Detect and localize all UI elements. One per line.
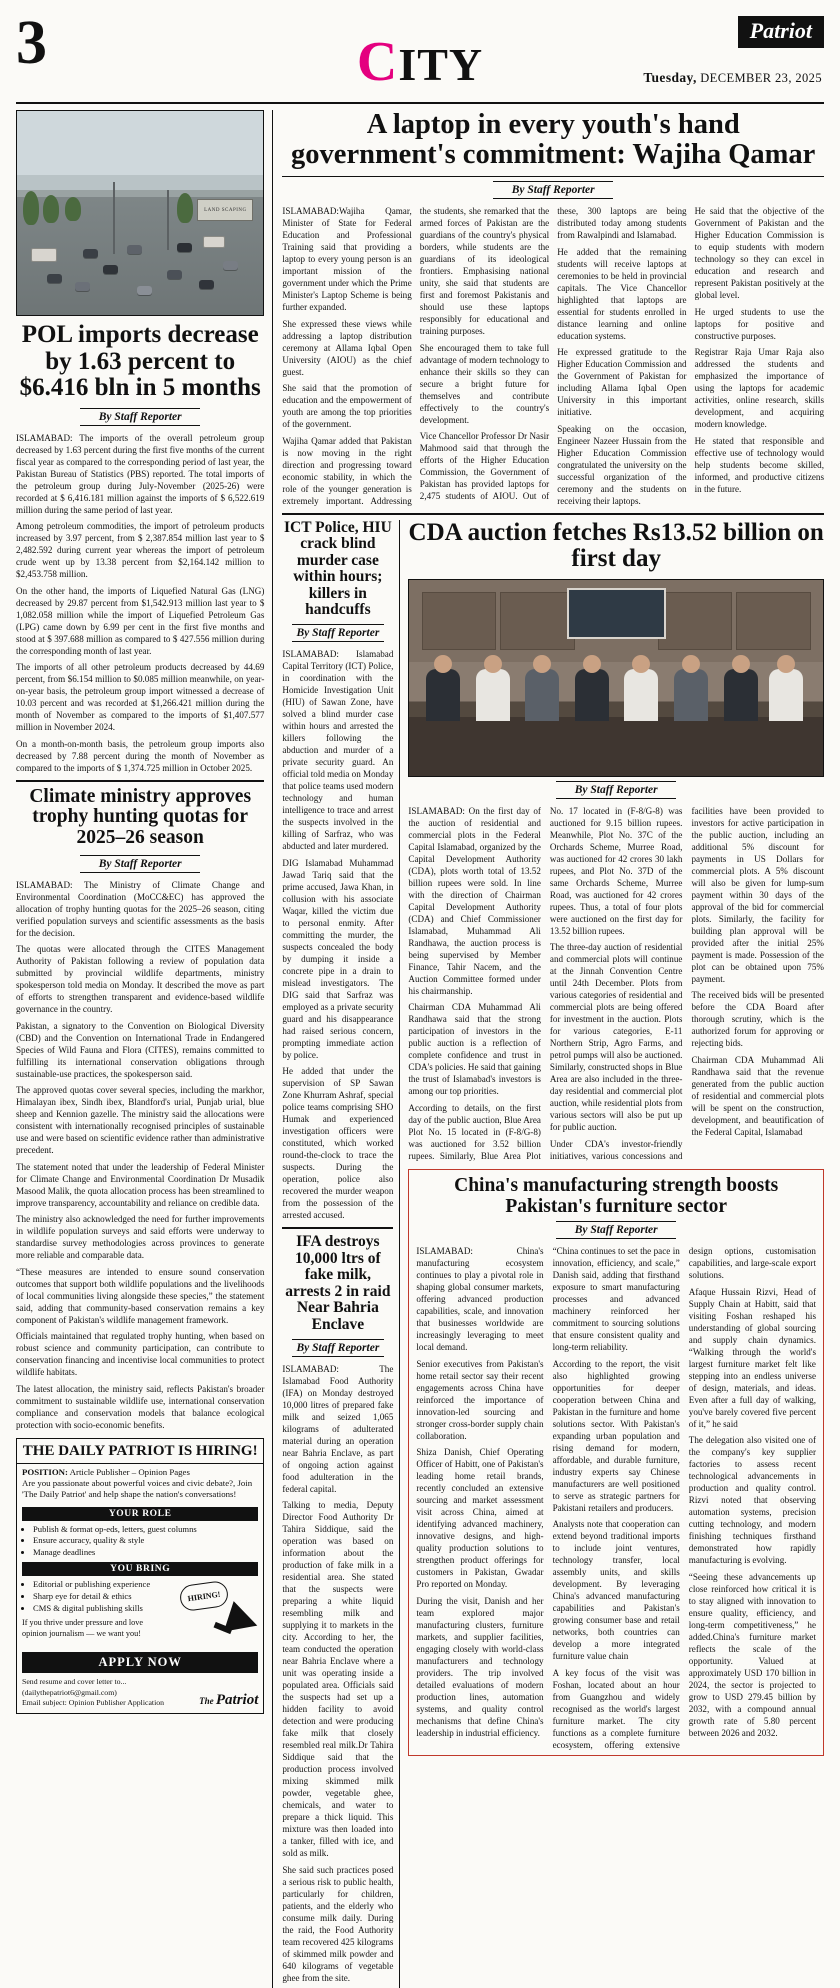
dateline-date: DECEMBER 23, 2025 [700, 71, 822, 85]
right-column [273, 110, 824, 1988]
masthead [16, 9, 824, 100]
lead-para-10: He urged students to use the laptops for positive and constructive purposes. [694, 306, 824, 341]
dateline [643, 70, 822, 86]
brand-logo: Patriot [738, 16, 824, 48]
lead-rule [282, 176, 824, 177]
hiring-role-list [33, 1524, 258, 1559]
climate-para-0: ISLAMABAD: The Ministry of Climate Change and Environmental Coordination (MoCC&EC) has approved the allocation of trophy hunting quotas for the 2025–26 season, citing verified population surveys and scientific assessments as the basis for the decision. [16, 879, 265, 938]
climate-headline: Climate ministry approves trophy hunting quotas for 2025–26 season [29, 785, 252, 849]
lead-body [282, 205, 824, 507]
left-column [16, 110, 273, 1988]
list-item: • CMS & digital publishing skills [33, 1603, 166, 1615]
ifa-para-0: ISLAMABAD: The Islamabad Food Authority (IFA) on Monday destroyed 10,000 litres of prepared fake milk and seized 1,065 kilograms of adulterated material during an operation near Bahria Enclave, as part of ongoing action against food adulteration in the federal capital. [282, 1363, 394, 1494]
second-band [282, 520, 824, 1988]
cda-headline: CDA auction fetches Rs13.52 billion on first day [408, 518, 824, 573]
china-para-0: ISLAMABAD: China's manufacturing ecosystem continues to play a pivotal role in shaping global consumer markets, offering advanced production capabilities, scale, and innovation that businesses worldwide are increasingly leveraging to meet local demand. [416, 1246, 544, 1353]
china-headline: China's manufacturing strength boosts Pakistan's furniture sector [454, 1174, 779, 1217]
traffic-photo-art [17, 111, 263, 299]
china-para-7: A key focus of the visit was Foshan, located about an hour from Guangzhou and widely recognised as the world's largest furniture market. The city functions as a complete furniture ecosystem, offering extensive design options, customisation capabilities, and large-scale export solutions. [552, 1246, 816, 1750]
page-columns [16, 110, 824, 1988]
ict-para-2: He added that under the supervision of SP Sawan Zone Khurram Ashraf, special police teams comprising SHO Humak and experienced investigation officers were constituted, which worked round-the-clock to trace the suspects. During the operation, police also recovered the murder weapon from the possession of the arrested accused. [282, 1066, 394, 1221]
hiring-contact-subject: Email subject: Opinion Publisher Application [22, 1698, 165, 1708]
china-para-8: Afaque Hussain Rizvi, Head of Supply Chain at Habitt, said that visiting Foshan reshaped his understanding of global sourcing and supply chain dynamics. “Walking through the world's largest furniture market felt like stepping into an endless universe of design, materials, and ideas. Even after a full day of walking, you've barely covered five percent of it,” he said [688, 1286, 816, 1429]
hiring-contact-line-1: Send resume and cover letter to... [22, 1677, 127, 1687]
cda-para-5: The received bids will be presented before the CDA Board after thorough scrutiny, which is the authorized forum for approving or rejecting bids. [691, 990, 824, 1049]
cda-body [408, 805, 824, 1162]
pol-byline: By Staff Reporter [80, 408, 200, 426]
section-title-rest: ITY [398, 39, 484, 90]
list-item: • Publish & format op-eds, letters, guest columns [33, 1524, 258, 1536]
climate-para-7: Officials maintained that regulated trophy hunting, when based on robust science and community participation, can contribute to conservation financing and incentivise local communities to protect wildlife habitats. [16, 1331, 265, 1378]
ifa-headline: IFA destroys 10,000 ltrs of fake milk, arrests 2 in raid Near Bahria Enclave [285, 1233, 391, 1333]
climate-byline: By Staff Reporter [80, 855, 200, 873]
cda-auction-photo [408, 579, 824, 777]
climate-para-2: Pakistan, a signatory to the Convention on Biological Diversity (CBD) and the Convention on International Trade in Endangered Species of Wild Fauna and Flora (CITES), remains committed to fulfilling its international conservation obligations through sustainable-use practices, the spokesperson said. [16, 1020, 265, 1079]
hiring-advertisement [16, 1438, 264, 1714]
hiring-contact [22, 1677, 164, 1709]
patriot-logo: The Patriot [199, 1691, 259, 1708]
page-number: 3 [16, 9, 46, 77]
lead-para-3: Wajiha Qamar added that Pakistan is now moving in the right direction and progressing toward economic stability, in which the role of the younger generation is extremely important. Addressing the students, she remarked that the armed forces of Pakistan are the guardians of the country's physical borders, while students are the guardians of its ideological frontiers. Emphasising national unity, she said that students are first and foremost Pakistanis and should use these laptops responsibly for educational and training purposes. [282, 206, 550, 506]
china-para-9: The delegation also visited one of the company's key supplier factories to assess recent technological advancements in production and quality control. Rizvi noted that observing automation systems, precision cutting technology, and modern finishing techniques firsthand demonstrated how rapidly manufacturing is evolving. [688, 1435, 816, 1566]
roadside-sign: LAND SCAPING [197, 199, 253, 221]
ict-byline: By Staff Reporter [292, 624, 384, 642]
lead-para-2: She said that the promotion of education and the empowerment of youth are among the top priorities of the government. [282, 383, 412, 430]
right-divider-1 [282, 513, 824, 515]
ict-para-0: ISLAMABAD: Islamabad Capital Territory (ICT) Police, in coordination with the Homicide Investigation Unit (HIU) of Sawan Zone, have solved a blind murder case within hours and arrested the killers following the abduction and murder of a private security guard. An official told media on Monday that police teams used modern technology and human intelligence to trace and arrest the suspects involved in the killing of Sarfraz, who was abducted and later murdered. [282, 649, 394, 852]
lead-para-7: He expressed gratitude to the Higher Education Commission and the Government of Pakistan for including Allama Iqbal Open University in this important initiative. [557, 347, 687, 418]
list-item: • Manage deadlines [33, 1547, 258, 1559]
mini-column [282, 520, 400, 1988]
pol-headline: POL imports decrease by 1.63 percent to $6.416 bln in 5 months [19, 321, 261, 402]
cda-para-2: According to details, on the first day of the public auction, Blue Area Plot No. 15 located in (F-8/G-8) was auctioned for 3.52 billion rupees. Similarly, Blue Area Plot No. 17 located in (F-8/G-8) was auctioned for 9.15 billion rupees. Meanwhile, Plot No. 37C of the Orchards Scheme, Murree Road, was auctioned for 42 crores 30 lakh rupees, and Plot No. 37D of the same Orchards Scheme, Murree Road, was auctioned for 42 crores rupees. Thus, a total of four plots were auctioned on the first day for 13.52 billion rupees. [408, 805, 683, 1161]
china-para-1: Senior executives from Pakistan's home retail sector say their recent engagements across China have reinforced the importance of innovation-led sourcing and stronger cross-border supply chain collaboration. [416, 1358, 544, 1441]
list-item: • Editorial or publishing experience [33, 1579, 166, 1591]
lead-byline: By Staff Reporter [493, 181, 613, 199]
hiring-title: THE DAILY PATRIOT IS HIRING! [17, 1439, 263, 1464]
pol-para-3: The imports of all other petroleum products decreased by 44.69 percent, from $6.154 million to $0.085 million meanwhile, on year-on-year basis, the petroleum group import witnessed a decrease of 10.03 percent and was recorded at $1,266.421 million during the month of November as compared to the imports of $1,407.577 million in November 2024. [16, 662, 265, 733]
pol-para-1: Among petroleum commodities, the import of petroleum products increased by 3.97 percent, from $ 2,387.854 million last year to $ 2,482.592 during current year whereas the import of petroleum crude went up by 13.38 percent from $2,164.142 million to $2,453.758 million. [16, 521, 265, 580]
list-item: • Sharp eye for detail & ethics [33, 1591, 166, 1603]
china-byline: By Staff Reporter [556, 1221, 676, 1239]
lead-para-4: She encouraged them to take full advantage of modern technology to enhance their skills so they can secure a bright future for themselves and contribute effectively to the country's development. [419, 342, 550, 425]
section-title-initial: C [356, 31, 399, 93]
ict-headline: ICT Police, HIU crack blind murder case within hours; killers in handcuffs [283, 518, 392, 619]
lead-para-6: He added that the remaining students will receive laptops at ceremonies to be held in provincial capitals. The Vice Chancellor highlighted that laptops are essential for students enrolled in distance learning and online education systems. [557, 246, 687, 341]
cda-para-3: The three-day auction of residential and commercial plots will continue at the Jinnah Convention Centre until 24th December. Plots from various categories of residential and commercial plots are being offered for investment in the auction. Plots for various categories, E-11 Northern Strip, Agro Farms, and petrol pumps will also be auctioned. Similarly, constructed shops in Blue Area are also included in the three-day residential and commercial plot auction, while residential plots from various sectors will also be put up for public auction. [549, 942, 683, 1133]
pol-para-0: ISLAMABAD: The imports of the overall petroleum group decreased by 1.63 percent during the first five months of the current fiscal year as compared to the corresponding period of last year, the Pakistan Bureau of Statistics (PBS) reported. The total imports of the petroleum group during July-November (2025-26) were recorded at $ 6,416.181 million against the imports of $ 6,522.619 million during the same period of last year. [16, 432, 265, 515]
lead-para-8: Speaking on the occasion, Engineer Nazeer Hussain from the Higher Education Commission congratulated the university on the successful organization of the ceremony and the students on receiving their laptops. [557, 423, 687, 506]
climate-para-8: The latest allocation, the ministry said, reflects Pakistan's broader commitment to sustainable wildlife use, international conservation compliance and conservation models that balance ecological protection with socio-economic benefits. [16, 1383, 265, 1430]
lead-para-5: Vice Chancellor Professor Dr Nasir Mahmood said that through the efforts of the Higher Education Commission, the Government of Pakistan has provided laptops for 2,475 students of AIOU. Out of these, 300 laptops are being distributed today among students from Rawalpindi and Islamabad. [419, 206, 687, 502]
climate-para-6: “These measures are intended to ensure sound conservation outcomes that support both wildlife populations and the livelihoods of local communities living alongside these species,” the statement said, adding that community-based conservation remains a key component of Pakistan's wildlife management framework. [16, 1266, 265, 1325]
lead-para-12: He stated that responsible and effective use of technology would help students become skilled, informed, and productive citizens in the future. [694, 435, 824, 494]
masthead-rule [16, 102, 824, 104]
list-item: • Ensure accuracy, quality & style [33, 1535, 258, 1547]
lead-para-1: She expressed these views while addressing a laptop distribution ceremony at Allama Iqbal Open University (AIOU) as the chief guest. [282, 318, 412, 377]
cda-byline: By Staff Reporter [556, 781, 676, 799]
cda-para-4: Under CDA's investor-friendly initiatives, various concessions and facilities have been provided to investors for active participation in the public auction, including an additional 5% discount for payments in US Dollars for commercial plots. A 5% discount will also be given for lump-sum payment within 30 days of the approval of the bid for commercial plots. Similarly, the facility for building plan approval will be provided after the initial 25% payment is made. Possession of the plot can be obtained upon 75% payment. [549, 805, 824, 1161]
hiring-position: POSITION: Article Publisher – Opinion Pages [22, 1466, 190, 1477]
cda-para-0: ISLAMABAD: On the first day of the auction of residential and commercial plots in the Federal Capital Islamabad, organized by the Capital Development Authority (CDA), plots worth total of 13.52 billion rupees were sold. In line with the direction of Chairman Capital Development Authority (CDA) and Chief Commissioner Islamabad, Muhammad Ali Randhawa, the auction process is being supervised by Member Finance, Tahir Nacem, and the Auction Committee formed under his chairmanship. [408, 805, 541, 996]
lead-para-9: He said that the objective of the Government of Pakistan and the Higher Education Commission is to equip students with modern technology so they can excel in education and research and represent Pakistan positively at the global level. [694, 206, 824, 301]
china-furniture-box [408, 1169, 824, 1756]
apply-now-button[interactable]: APPLY NOW [22, 1652, 258, 1673]
china-para-5: According to the report, the visit also highlighted growing opportunities for deeper cooperation between China and Pakistan in the furniture and home solutions sector. With Pakistan's expanding urban population and rising demand for modern, affordable, and durable furniture, industry experts say Chinese manufacturers are well positioned to serve as strategic partners for Pakistani retailers and producers. [552, 1358, 680, 1513]
hiring-role-bar: YOUR ROLE [22, 1507, 258, 1521]
megaphone-label: HIRING! [179, 1580, 230, 1612]
hiring-note: If you thrive under pressure and love opinion journalism — we want you! [22, 1618, 143, 1638]
ifa-para-1: Talking to media, Deputy Director Food Authority Dr Tahira Siddique, said the operation was based on information about the production of fake milk in a residential area. She stated that the suspects were preparing a white liquid resembling milk and supplying it to markets in the city. According to her, the team conducted the operation near Bahria Enclave where a unit was operating inside a populated area. Officials said the suspects had set up a hidden facility to avoid detection and were producing fake milk that closely resembled real milk.Dr Tahira Siddique said that the production process involved mixing skimmed milk powder, vegetable ghee, chemicals, and water to prepare a thick liquid. This mixture was then loaded into a tanker, filled with ice, and sold as milk. [282, 1500, 394, 1859]
china-para-3: During the visit, Danish and her team explored major manufacturing clusters, furniture markets, and supplier facilities, engaging closely with world-class manufacturers and technology providers. The trip involved detailed evaluations of modern production lines, automation systems, and quality control mechanisms that define China's leadership in industrial efficiency. [416, 1595, 544, 1738]
cda-para-6: Chairman CDA Muhammad Ali Randhawa said that the revenue generated from the public auction of residential and commercial plots will be spent on the construction, development, and beautification of the Federal Capital, Islamabad [691, 1054, 824, 1137]
traffic-photo [16, 110, 264, 316]
china-para-2: Shiza Danish, Chief Operating Officer of Habitt, one of Pakistan's leading home retail brands, recently concluded an extensive sourcing and market assessment visit across China, aimed at identifying advanced machinery, innovative designs, and high-quality production solutions to strengthen product offerings for customers in Pakistan, Gwadar Pro reported on Monday. [416, 1447, 544, 1590]
pol-para-2: On the other hand, the imports of Liquefied Natural Gas (LNG) decreased by 29.87 percent from $1,542.913 million last year to $ 1,082.058 million while the import of Liquefied Petroleum Gas (LPG) came down by 6.99 per cent in the first five months and stood at $ 397.688 million as compared to $ 427.556 million during the corresponding month of last year. [16, 585, 265, 656]
china-body [416, 1245, 816, 1751]
hiring-bring-bar: YOU BRING [22, 1562, 258, 1576]
hiring-contact-email[interactable]: (dailythepatriot6@gmail.com) [22, 1687, 117, 1697]
hiring-bring-list [33, 1579, 166, 1614]
climate-para-1: The quotas were allocated through the CITES Management Authority of Pakistan following a review of population data submitted by provincial wildlife departments, ministry spokesperson told media on Monday. It described the move as part of efforts to strengthen transparent and evidence-based wildlife governance in the country. [16, 944, 265, 1015]
china-para-4: “China continues to set the pace in innovation, efficiency, and scale,” Danish said, adding that firsthand exposure to smart manufacturing processes and advanced machinery reinforced her commitment to sourcing solutions that ensure consistent quality and long-term reliability. [552, 1246, 680, 1353]
cda-para-1: Chairman CDA Muhammad Ali Randhawa said that the strong participation of investors in the public auction is a reflection of complete confidence and trust in CDA's policies. He said that gaining the trust of Islamabad's investors is among our top priorities. [408, 1002, 541, 1097]
climate-para-5: The ministry also acknowledged the need for further improvements in wildlife population surveys and said efforts were underway to standardise survey methodologies across provinces to generate more reliable and comparable data. [16, 1214, 265, 1261]
dateline-day: Tuesday, [643, 70, 697, 85]
climate-para-3: The approved quotas cover several species, including the markhor, Himalayan ibex, Sindh ibex, Blandford's urial, Punjab urial, blue sheep and Kennion gazelle. The ministry said the allocations were consistent with internationally recognised principles of sustainable use and were based on scientific evidence rather than administrative precedent. [16, 1085, 265, 1156]
lead-para-11: Registrar Raja Umar Raja also addressed the students and emphasized the importance of using the laptops for academic activities, online research, skills development, and acquiring modern knowledge. [694, 347, 824, 430]
china-para-6: Analysts note that cooperation can extend beyond traditional imports to include joint ventures, technology transfer, local assembly units, and skills development. By leveraging China's advanced manufacturing capabilities and Pakistan's growing consumer base and retail networks, both countries can develop a more integrated furniture value chain [552, 1519, 680, 1662]
lead-para-0: ISLAMABAD:Wajiha Qamar, Minister of State for Federal Education and Professional Training said that providing a laptop to every young person is an important mission of the government under which the Prime Minister's Laptop Scheme is being further expanded. [282, 206, 412, 313]
climate-para-4: The statement noted that under the leadership of Federal Minister for Climate Change and Environmental Coordination Dr Musadik Masood Malik, the quota allocation process has been streamlined to improve transparency, accountability and reliance on credible data. [16, 1161, 265, 1208]
china-para-10: “Seeing these advancements up close reinforced how critical it is to stay aligned with innovation to ensure quality, efficiency, and long-term competitiveness,” he added.China's furniture market reflects the scale of the opportunity. Valued at approximately USD 170 billion in 2024, the sector is projected to grow to USD 279.45 billion by 2032, with a compound annual growth rate of 5.80 percent between 2026 and 2032. [688, 1571, 816, 1738]
ifa-para-2: She said such practices posed a serious risk to public health, particularly for children, patients, and the elderly who consume milk daily. During the raid, the Food Authority team recovered 425 kilograms of skimmed milk powder and 640 kilograms of vegetable ghee from the site. [282, 1864, 394, 1983]
left-divider-1 [16, 780, 264, 782]
cda-auction-photo-art [409, 580, 823, 776]
hiring-pitch: Are you passionate about powerful voices and civic debate?, Join 'The Daily Patriot' and help shape the nation's conversations! [22, 1477, 253, 1500]
cda-story [408, 520, 824, 1988]
mini-divider [282, 1227, 393, 1229]
ifa-byline: By Staff Reporter [292, 1339, 384, 1357]
ict-para-1: DIG Islamabad Muhammad Jawad Tariq said that the prime accused, Jawa Khan, in collusion with his associate Waqar, killed the victim due to personal enmity. After committing the murder, the suspects concealed the body by dumping it inside a concrete pipe in a drain to mislead investigators. The DIG said that Sarfraz was employed as a private security guard and his disappearance had raised serious concern, prompting immediate action by police. [282, 857, 394, 1060]
megaphone-icon [180, 1579, 260, 1649]
pol-para-4: On a month-on-month basis, the petroleum group imports also decreased by 7.88 percent during the month of November as compared to the imports of $ 1,374.725 million in October 2025. [16, 738, 265, 773]
lead-headline: A laptop in every youth's hand government's commitment: Wajiha Qamar [291, 109, 816, 171]
